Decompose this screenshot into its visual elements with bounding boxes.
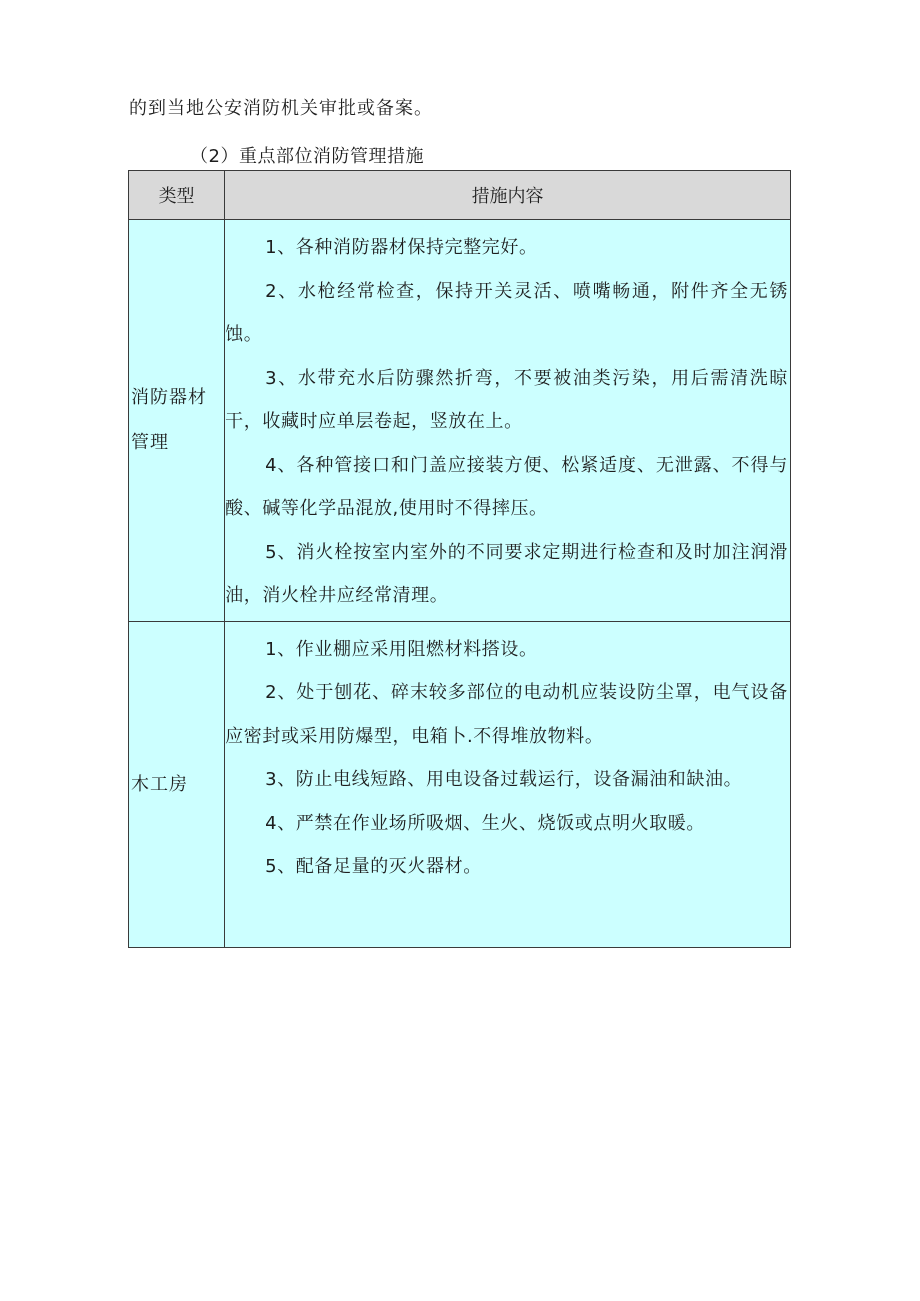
header-type: 类型 xyxy=(129,171,225,220)
measure-item: 5、消火栓按室内室外的不同要求定期进行检查和及时加注润滑油，消火栓井应经常清理。 xyxy=(225,541,788,606)
row-type-fire-equipment: 消防器材管理 xyxy=(129,220,225,622)
table-header-row xyxy=(129,171,791,220)
header-content: 措施内容 xyxy=(225,171,791,220)
row-content-woodshop xyxy=(225,621,791,947)
table-row xyxy=(129,621,791,947)
measure-item: 4、严禁在作业场所吸烟、生火、烧饭或点明火取暖。 xyxy=(265,812,705,834)
section-heading: （2）重点部位消防管理措施 xyxy=(190,146,424,167)
measure-item: 1、各种消防器材保持完整完好。 xyxy=(265,237,538,258)
measure-item: 1、作业棚应采用阻燃材料搭设。 xyxy=(265,638,538,660)
table-row xyxy=(129,220,791,622)
intro-paragraph: 的到当地公安消防机关审批或备案。 xyxy=(129,98,433,119)
measure-item: 3、水带充水后防骤然折弯，不要被油类污染，用后需清洗晾干，收藏时应单层卷起，竖放在上。 xyxy=(225,367,788,432)
measure-item: 4、各种管接口和门盖应接装方便、松紧适度、无泄露、不得与酸、碱等化学品混放,使用时不得摔压。 xyxy=(225,454,788,519)
measure-item: 2、水枪经常检查，保持开关灵活、喷嘴畅通，附件齐全无锈蚀。 xyxy=(225,280,788,345)
row-type-woodshop: 木工房 xyxy=(129,621,225,947)
measure-item: 2、处于刨花、碎末较多部位的电动机应装设防尘罩，电气设备应密封或采用防爆型，电箱卜.不得堆放物料。 xyxy=(225,682,788,747)
fire-management-table xyxy=(128,170,791,948)
measure-item: 3、防止电线短路、用电设备过载运行，设备漏油和缺油。 xyxy=(265,769,743,790)
row-content-fire-equipment xyxy=(225,220,791,622)
measure-item: 5、配备足量的灭火器材。 xyxy=(265,856,482,877)
